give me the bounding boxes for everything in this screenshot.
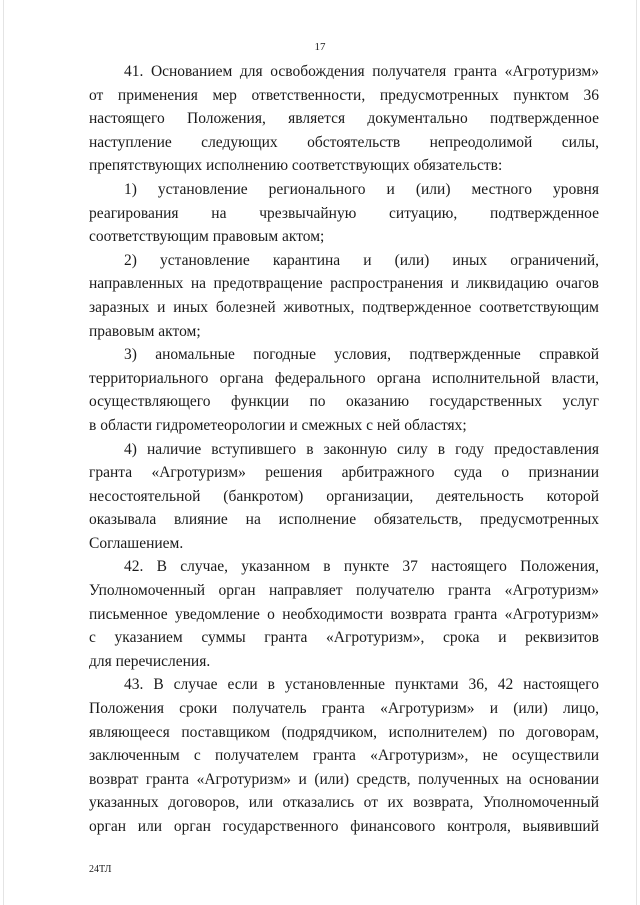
paragraph-41	[89, 60, 599, 178]
text-line: препятствующих исполнению соответствующих обязательств:	[89, 157, 503, 175]
page-number: 17	[314, 41, 326, 53]
document-body	[89, 60, 599, 839]
text-line: в области гидрометеорологии и смежных с ней областях;	[89, 416, 467, 434]
text-line: возврат гранта «Агротуризм» и (или) средств, полученных на основании	[89, 770, 599, 788]
text-line: указанных договоров, или отказались от их возврата, Уполномоченный	[89, 794, 599, 812]
text-line: направленных на предотвращение распространения и ликвидацию очагов	[89, 275, 599, 293]
text-line: правовым актом;	[89, 322, 201, 340]
text-line: 43. В случае если в установленные пунктами 36, 42 настоящего	[124, 676, 599, 694]
text-line: 4) наличие вступившего в законную силу в году предоставления	[124, 440, 599, 458]
text-line: оказывала влияние на исполнение обязательств, предусмотренных	[89, 511, 599, 529]
text-line: для перечисления.	[89, 652, 211, 670]
paragraph-43	[89, 673, 599, 838]
text-line: Соглашением.	[89, 534, 184, 552]
paragraph-41-item-3	[89, 343, 599, 437]
text-line: 3) аномальные погодные условия, подтвержденные справкой	[124, 346, 599, 364]
text-line: территориального органа федерального органа исполнительной власти,	[89, 369, 599, 387]
text-line: реагирования на чрезвычайную ситуацию, подтвержденное	[89, 204, 599, 222]
text-line: Уполномоченный орган направляет получателю гранта «Агротуризм»	[89, 582, 599, 600]
text-line: с указанием суммы гранта «Агротуризм», срока и реквизитов	[89, 629, 599, 647]
text-line: 41. Основанием для освобождения получателя гранта «Агротуризм»	[124, 63, 599, 80]
paragraph-41-item-4	[89, 438, 599, 556]
paragraph-41-item-2	[89, 249, 599, 343]
footer-code: 24ТЛ	[89, 864, 112, 875]
paragraph-42	[89, 555, 599, 673]
text-line: гранта «Агротуризм» решения арбитражного суда о признании	[89, 464, 599, 482]
text-line: Положения сроки получатель гранта «Агротуризм» и (или) лицо,	[89, 700, 599, 718]
text-line: 1) установление регионального и (или) местного уровня	[124, 180, 599, 198]
paragraph-41-item-1	[89, 178, 599, 249]
scan-edge-right	[636, 0, 637, 905]
text-line: 42. В случае, указанном в пункте 37 настоящего Положения,	[124, 558, 599, 576]
text-line: 2) установление карантина и (или) иных ограничений,	[124, 251, 599, 269]
text-line: заключенным с получателем гранта «Агротуризм», не осуществили	[89, 747, 599, 765]
text-line: орган или орган государственного финансового контроля, выявивший	[89, 818, 599, 835]
text-line: от применения мер ответственности, предусмотренных пунктом 36	[89, 86, 599, 104]
text-line: являющееся поставщиком (подрядчиком, исполнителем) по договорам,	[89, 723, 599, 741]
text-line: осуществляющего функции по оказанию государственных услуг	[89, 393, 599, 411]
text-line: заразных и иных болезней животных, подтвержденное соответствующим	[89, 298, 599, 316]
text-line: несостоятельной (банкротом) организации, деятельность которой	[89, 487, 599, 505]
text-line: наступление следующих обстоятельств непреодолимой силы,	[89, 133, 599, 151]
scan-edge-left	[3, 0, 4, 905]
text-line: настоящего Положения, является документально подтвержденное	[89, 110, 599, 128]
text-line: письменное уведомление о необходимости возврата гранта «Агротуризм»	[89, 605, 599, 623]
text-line: соответствующим правовым актом;	[89, 228, 325, 246]
